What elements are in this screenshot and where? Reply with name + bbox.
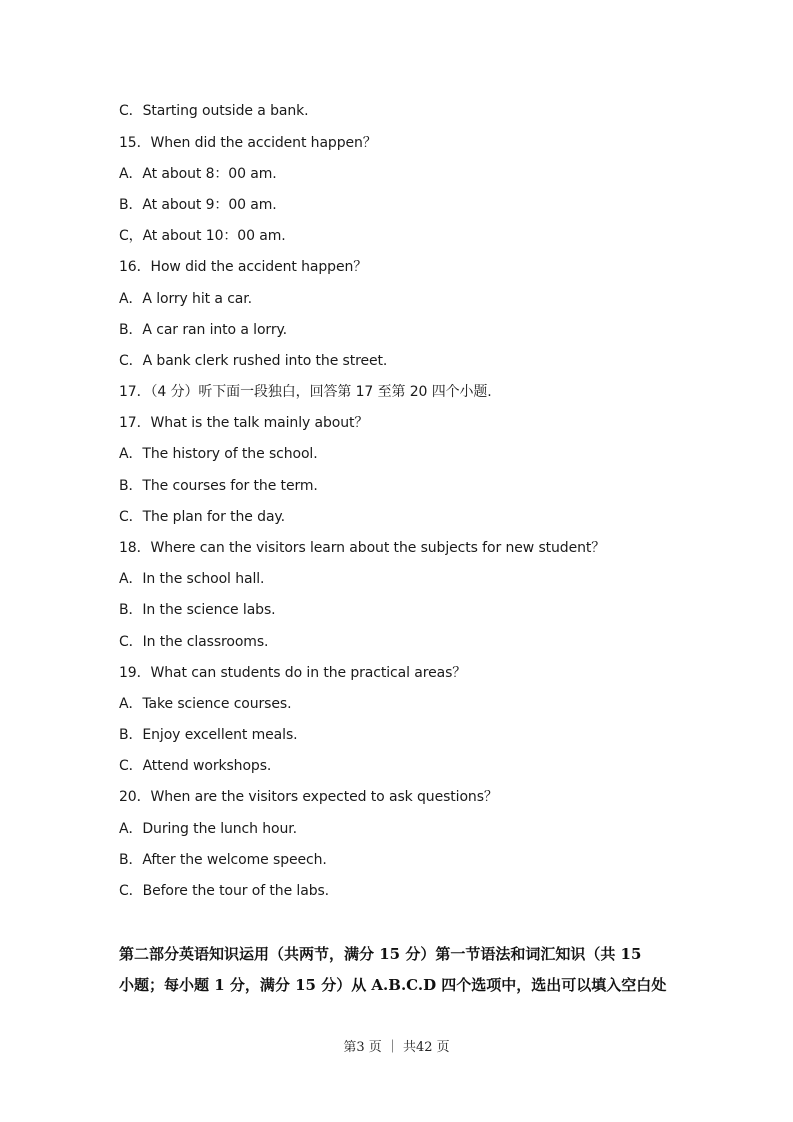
question-15: 15．When did the accident happen？ bbox=[119, 135, 377, 151]
option-c-q17: C．The plan for the day. bbox=[119, 509, 285, 525]
option-b-q19: B．Enjoy excellent meals. bbox=[119, 727, 298, 743]
option-b-q20: B．After the welcome speech. bbox=[119, 852, 327, 868]
option-c-q19: C．Attend workshops. bbox=[119, 758, 272, 774]
option-b-q17: B．The courses for the term. bbox=[119, 478, 318, 494]
option-a-q16: A．A lorry hit a car. bbox=[119, 291, 252, 307]
option-a-q15: A．At about 8：00 am. bbox=[119, 166, 277, 182]
section-heading-line-1: 第二部分英语知识运用（共两节，满分 15 分）第一节语法和词汇知识（共 15 bbox=[119, 945, 642, 963]
option-c-q20: C．Before the tour of the labs. bbox=[119, 883, 330, 899]
question-16: 16．How did the accident happen？ bbox=[119, 259, 368, 275]
option-a-q19: A．Take science courses. bbox=[119, 696, 292, 712]
section-heading-line-2: 小题；每小题 1 分，满分 15 分）从 A.B.C.D 四个选项中，选出可以填入空白处 bbox=[119, 976, 667, 994]
option-c-q18: C．In the classrooms. bbox=[119, 634, 269, 650]
option-c-q14: C．Starting outside a bank. bbox=[119, 103, 309, 119]
listening-instruction: 17．（4 分）听下面一段独白，回答第 17 至第 20 四个小题. bbox=[119, 384, 492, 400]
option-b-q18: B．In the science labs. bbox=[119, 602, 276, 618]
option-a-q18: A．In the school hall. bbox=[119, 571, 265, 587]
question-18: 18．Where can the visitors learn about the subjects for new student？ bbox=[119, 540, 606, 556]
option-c-q15: C，At about 10：00 am. bbox=[119, 228, 286, 244]
option-c-q16: C．A bank clerk rushed into the street. bbox=[119, 353, 388, 369]
page-footer: 第3 页 ｜ 共42 页 bbox=[343, 1040, 450, 1055]
question-19: 19．What can students do in the practical areas？ bbox=[119, 665, 467, 681]
option-b-q15: B．At about 9：00 am. bbox=[119, 197, 277, 213]
option-b-q16: B．A car ran into a lorry. bbox=[119, 322, 288, 338]
option-a-q20: A．During the lunch hour. bbox=[119, 821, 298, 837]
question-17: 17．What is the talk mainly about？ bbox=[119, 415, 369, 431]
option-a-q17: A．The history of the school. bbox=[119, 446, 318, 462]
question-20: 20．When are the visitors expected to ask questions？ bbox=[119, 789, 498, 805]
